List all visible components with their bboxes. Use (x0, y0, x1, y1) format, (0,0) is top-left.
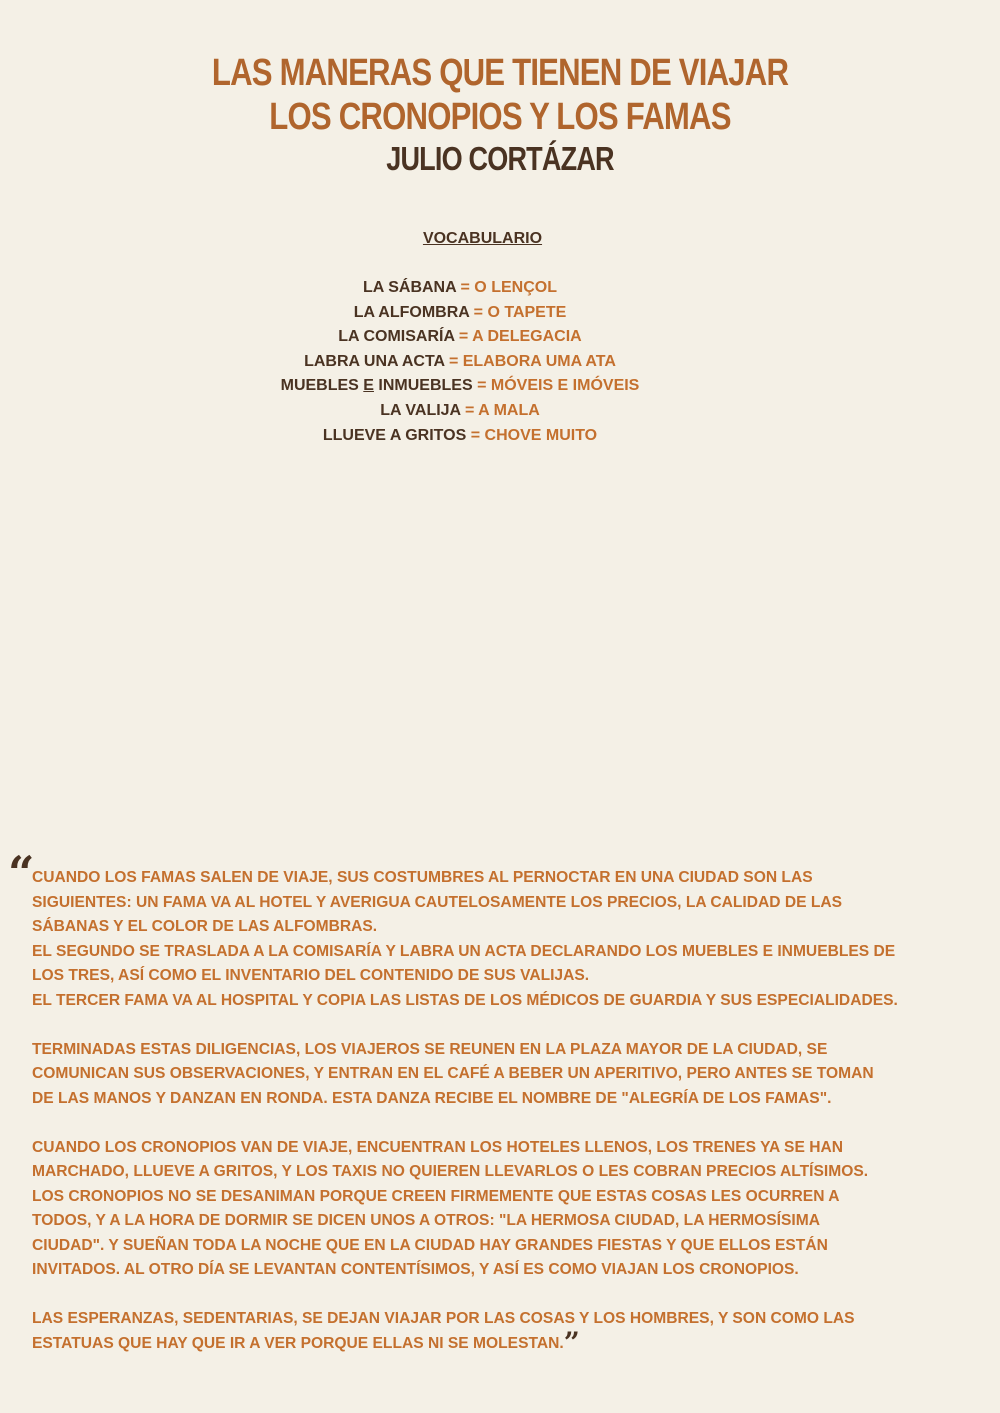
close-quote-mark: ” (563, 1325, 580, 1359)
vocabulary-term-part: MUEBLES (280, 377, 364, 395)
page-title: LAS MANERAS QUE TIENEN DE VIAJAR (211, 52, 789, 94)
story-text (32, 866, 982, 1381)
vocabulary-translation: MÓVEIS E IMÓVEIS (490, 377, 640, 395)
vocabulary-equals: = (444, 352, 463, 370)
vocabulary-term: LA ALFOMBRA (353, 303, 470, 321)
vocabulary-translation: ELABORA UMA ATA (462, 352, 616, 370)
vocabulary-list (0, 276, 920, 448)
vocabulary-term: LA COMISARÍA (338, 328, 455, 346)
vocabulary-item (0, 276, 920, 301)
vocabulary-equals: = (469, 303, 488, 321)
vocabulary-item (0, 374, 920, 399)
page-subtitle: LOS CRONOPIOS Y LOS FAMAS (269, 96, 731, 138)
vocabulary-item (0, 350, 920, 375)
vocabulary-translation: O TAPETE (487, 303, 567, 321)
vocabulary-translation: A MALA (478, 401, 540, 419)
vocabulary-equals: = (454, 328, 473, 346)
vocabulary-translation: A DELEGACIA (472, 328, 582, 346)
vocabulary-term-part: INMUEBLES (373, 377, 473, 395)
vocabulary-item (0, 325, 920, 350)
vocabulary-term (281, 377, 473, 394)
author-name: JULIO CORTÁZAR (386, 140, 614, 177)
vocabulary-translation: O LENÇOL (474, 279, 557, 296)
open-quote-mark: “ (8, 846, 35, 900)
vocabulary-term: LA SÁBANA (363, 279, 457, 296)
vocabulary-term: LABRA UNA ACTA (304, 352, 445, 370)
vocabulary-item (0, 301, 920, 326)
vocabulary-item (0, 424, 920, 449)
story-paragraph-last (32, 1307, 982, 1359)
vocabulary-term: LA VALIJA (380, 401, 461, 419)
story-paragraph-text: LAS ESPERANZAS, SEDENTARIAS, SE DEJAN VIAJAR POR LAS COSAS Y LOS HOMBRES, Y SON COMO LAS ESTATUAS QUE HAY QUE IR A VER PORQUE ELLAS NI SE MOLESTAN. (32, 1310, 855, 1352)
vocabulary-item (0, 399, 920, 424)
vocabulary-term-underlined: E (363, 377, 374, 395)
vocabulary-term: LLUEVE A GRITOS (322, 426, 467, 444)
vocabulary-equals: = (472, 377, 491, 395)
vocabulary-heading: VOCABULARIO (422, 230, 543, 247)
story-paragraph: CUANDO LOS FAMAS SALEN DE VIAJE, SUS COSTUMBRES AL PERNOCTAR EN UNA CIUDAD SON LAS SIGUIENTES: UN FAMA VA AL HOTEL Y AVERIGUA CAUTELOSAMENTE LOS PRECIOS, LA CALIDAD DE LAS SÁBANAS Y EL COLOR DE LAS ALFOMBRAS. EL SEGUNDO SE TRASLADA A LA COMISARÍA Y LABRA UN ACTA DECLARANDO LOS MUEBLES E INMUEBLES DE LOS TRES, ASÍ COMO EL INVENTARIO DEL CONTENIDO DE SUS VALIJAS. EL TERCER FAMA VA AL HOSPITAL Y COPIA LAS LISTAS DE LOS MÉDICOS DE GUARDIA Y SUS ESPECIALIDADES. (32, 869, 898, 1009)
vocabulary-equals: = (466, 426, 485, 444)
story-paragraph: CUANDO LOS CRONOPIOS VAN DE VIAJE, ENCUENTRAN LOS HOTELES LLENOS, LOS TRENES YA SE HAN MARCHADO, LLUEVE A GRITOS, Y LOS TAXIS NO QUIEREN LLEVARLOS O LES COBRAN PRECIOS ALTÍSIMOS. LOS CRONOPIOS NO SE DESANIMAN PORQUE CREEN FIRMEMENTE QUE ESTAS COSAS LES OCURREN A TODOS, Y A LA HORA DE DORMIR SE DICEN UNOS A OTROS: "LA HERMOSA CIUDAD, LA HERMOSÍSIMA CIUDAD". Y SUEÑAN TODA LA NOCHE QUE EN LA CIUDAD HAY GRANDES FIESTAS Y QUE ELLOS ESTÁN INVITADOS. AL OTRO DÍA SE LEVANTAN CONTENTÍSIMOS, Y ASÍ ES COMO VIAJAN LOS CRONOPIOS. (32, 1138, 869, 1278)
vocabulary-equals: = (456, 279, 475, 296)
vocabulary-equals: = (460, 401, 479, 419)
vocabulary-translation: CHOVE MUITO (484, 426, 598, 444)
story-paragraph: TERMINADAS ESTAS DILIGENCIAS, LOS VIAJEROS SE REUNEN EN LA PLAZA MAYOR DE LA CIUDAD, SE COMUNICAN SUS OBSERVACIONES, Y ENTRAN EN EL CAFÉ A BEBER UN APERITIVO, PERO ANTES SE TOMAN DE LAS MANOS Y DANZAN EN RONDA. ESTA DANZA RECIBE EL NOMBRE DE "ALEGRÍA DE LOS FAMAS". (32, 1040, 874, 1107)
